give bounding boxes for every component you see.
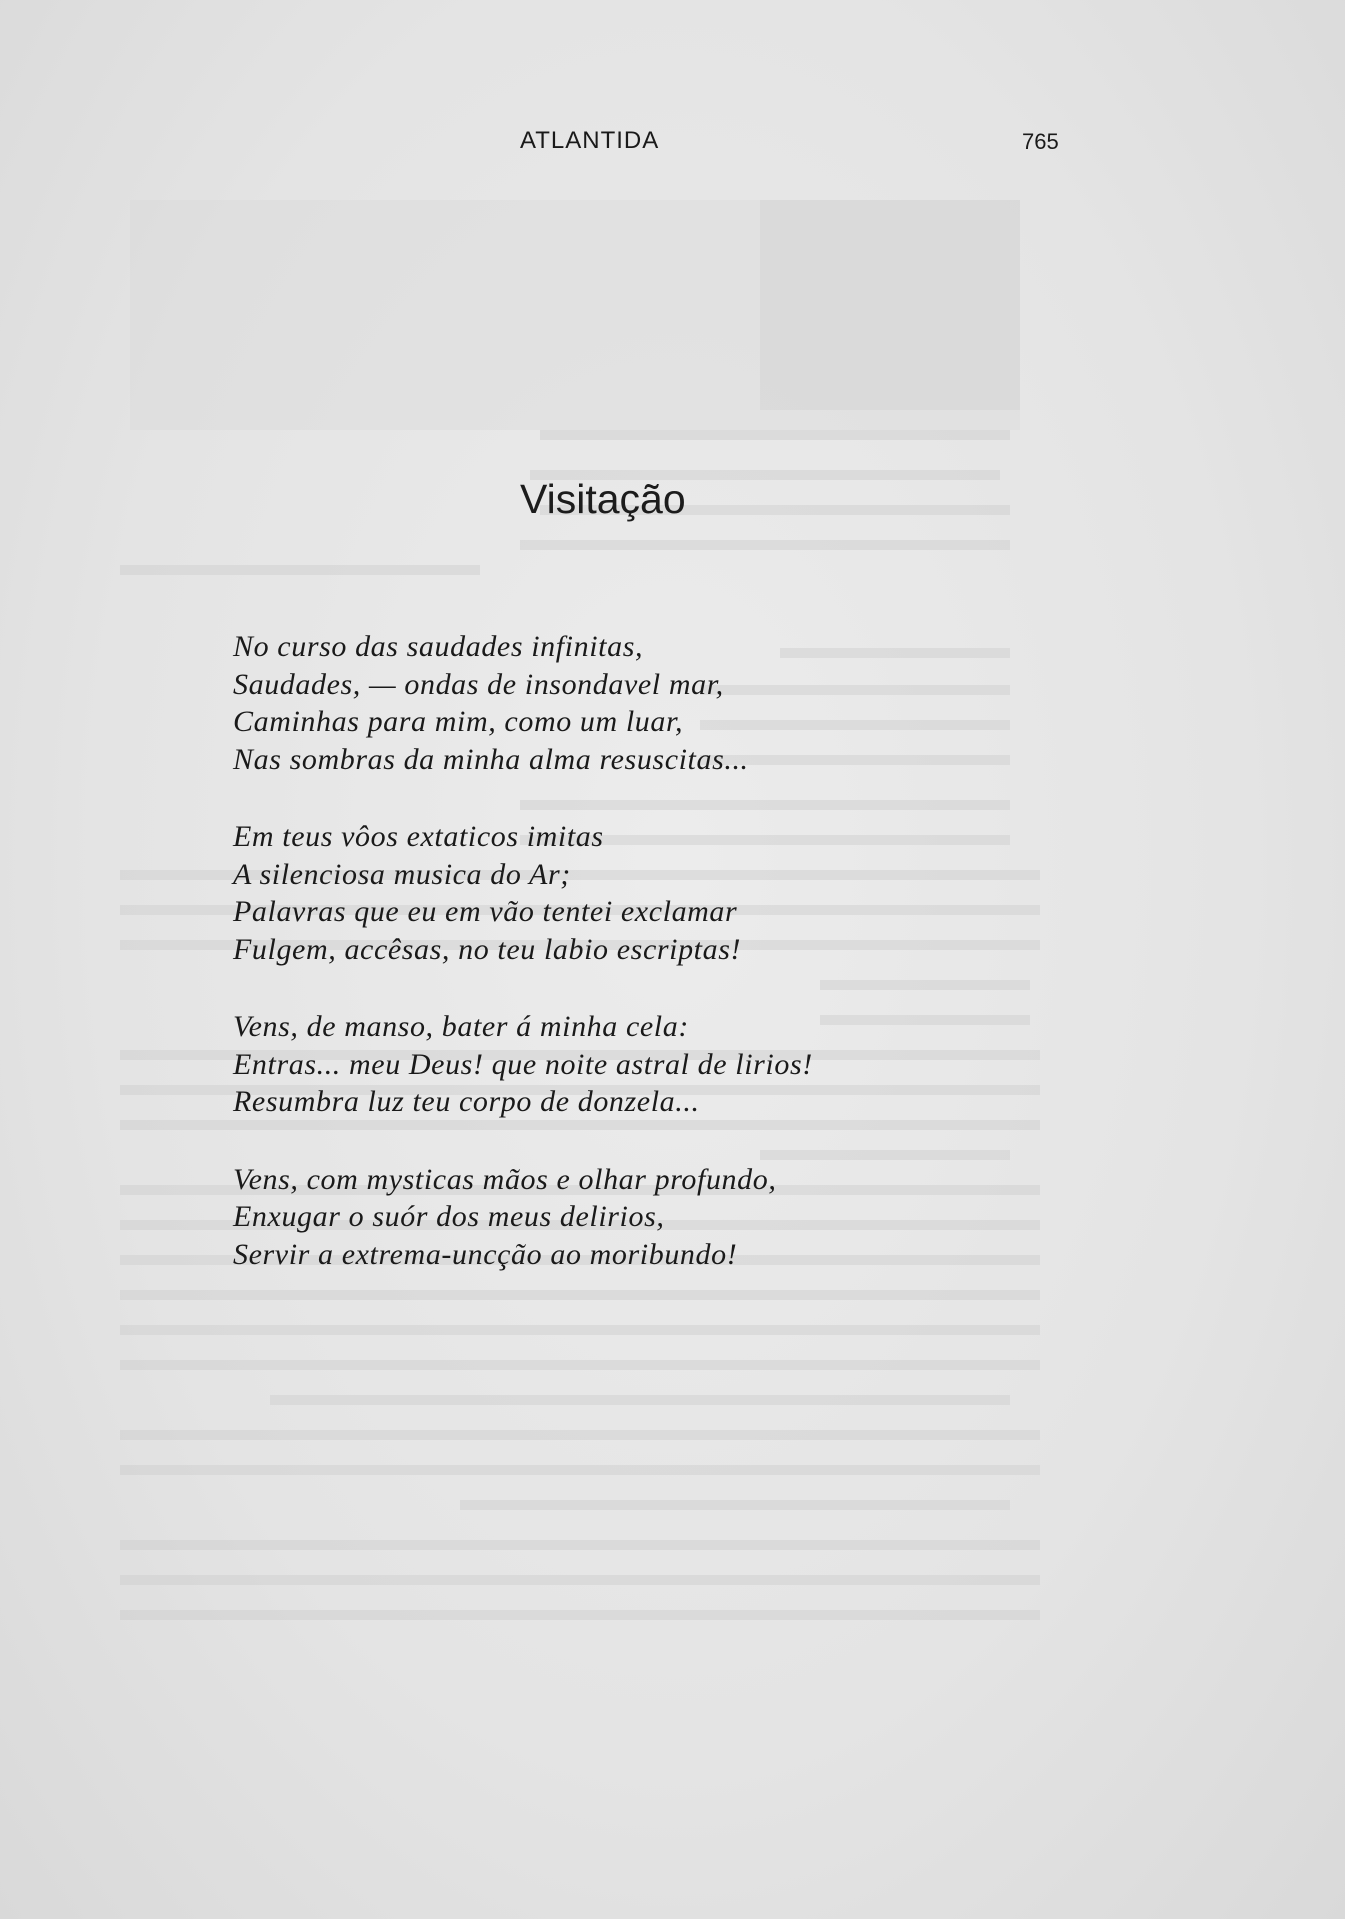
verse-line: No curso das saudades infinitas, bbox=[233, 630, 644, 663]
verse-line: Saudades, — ondas de insondavel mar, bbox=[233, 667, 724, 701]
verse-line: Resumbra luz teu corpo de donzela... bbox=[233, 1085, 700, 1118]
verse-line: Palavras que eu em vão tentei exclamar bbox=[233, 895, 738, 928]
stanza-1 bbox=[233, 628, 1053, 778]
verse-line: Caminhas para mim, como um luar, bbox=[233, 705, 684, 738]
verse-line: Entras... meu Deus! que noite astral de lirios! bbox=[233, 1047, 813, 1081]
stanza-3 bbox=[233, 1008, 1053, 1121]
verse-line: Nas sombras da minha alma resuscitas... bbox=[233, 742, 749, 776]
page-number: 765 bbox=[1022, 129, 1059, 154]
verse-line: A silenciosa musica do Ar; bbox=[233, 857, 571, 891]
verse-line: Fulgem, accêsas, no teu labio escriptas! bbox=[233, 932, 742, 966]
stanza-4 bbox=[233, 1161, 1053, 1274]
verse-line: Vens, de manso, bater á minha cela: bbox=[233, 1010, 689, 1043]
verse-line: Vens, com mysticas mãos e olhar profundo, bbox=[233, 1162, 777, 1196]
poem-title: Visitação bbox=[520, 476, 686, 522]
poem-body bbox=[233, 628, 1053, 1313]
verse-line: Servir a extrema-uncção ao moribundo! bbox=[233, 1237, 738, 1271]
stanza-2 bbox=[233, 818, 1053, 968]
verse-line: Enxugar o suór dos meus delirios, bbox=[233, 1200, 665, 1233]
running-header-title: ATLANTIDA bbox=[520, 127, 660, 154]
verse-line: Em teus vôos extaticos imitas bbox=[233, 820, 604, 853]
